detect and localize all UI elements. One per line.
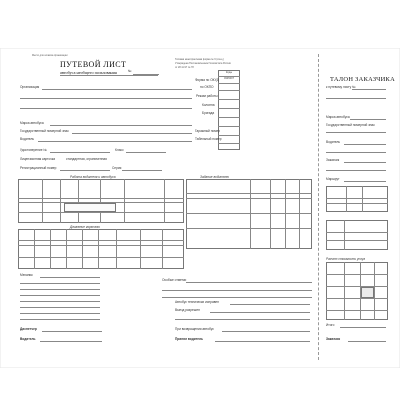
driver-label: Водитель xyxy=(20,137,35,141)
bus-check-label: Автобус технически исправен xyxy=(175,300,219,304)
stub-bus-label: Марка автобуса xyxy=(326,115,350,119)
stub-customer-sign-field[interactable] xyxy=(348,341,386,342)
brigade-label: Бригада xyxy=(202,111,215,115)
mode-label: Режим работы xyxy=(196,94,218,98)
exit-allowed-label: Выезд разрешен xyxy=(175,308,200,312)
dispatcher-label: Диспетчер xyxy=(20,327,37,331)
stub-calc-label: Расчет стоимости услуг xyxy=(326,257,366,261)
accepted-driver-label: Принял водитель xyxy=(175,337,204,341)
license-label: Удостоверение № xyxy=(20,148,47,152)
gov-number-field[interactable] xyxy=(72,133,192,134)
form-subtitle: автобуса необщего пользования xyxy=(60,70,117,75)
bus-brand-label: Марка автобуса xyxy=(20,121,44,125)
codes-label: Коды xyxy=(225,71,233,74)
driver-sign-field[interactable] xyxy=(40,341,102,342)
stub-total-label: Итого xyxy=(326,323,335,327)
stub-route-label: Маршрут xyxy=(326,177,340,181)
fuel-table xyxy=(18,229,184,269)
class-label: Класс xyxy=(115,148,124,152)
series-field[interactable] xyxy=(122,170,162,171)
series-label: Серия xyxy=(112,166,122,170)
return-label: При возвращении автобус xyxy=(175,327,214,331)
mechanic-label: Механик xyxy=(20,273,33,277)
approval-text-2: Утверждена Постановлением Госкомстата России xyxy=(175,62,231,65)
column-label: Колонна xyxy=(202,103,215,107)
special-notes-label: Особые отметки xyxy=(162,278,187,282)
perforation-line xyxy=(318,54,319,360)
dispatcher-sign-field[interactable] xyxy=(42,331,102,332)
stamp-placeholder: Место для штампа организации xyxy=(32,54,68,57)
reg-number-label: Регистрационный номер xyxy=(20,166,57,170)
section-fuel-title: Движение горючего xyxy=(70,225,100,229)
reg-number-field[interactable] xyxy=(60,170,110,171)
stub-customer-sign-label: Заказчик xyxy=(326,337,341,341)
stub-time-table xyxy=(326,186,388,212)
form-title: ПУТЕВОЙ ЛИСТ xyxy=(60,60,127,69)
stub-customer-label: Заказчик xyxy=(326,158,340,162)
driver-sign-label: Водитель xyxy=(20,337,36,341)
approval-text: Типовая межотраслевая форма № 6 (спец.) xyxy=(175,58,224,61)
okpo-label: по ОКПО xyxy=(200,85,214,89)
stub-sheet-field[interactable] xyxy=(352,89,386,90)
stub-driver-label: Водитель xyxy=(326,140,341,144)
okud-label: Форма по ОКУД xyxy=(195,78,219,82)
okud-value: 0345007 xyxy=(223,77,235,80)
waybill-sheet xyxy=(0,48,400,368)
org-field[interactable] xyxy=(42,89,192,90)
tab-label: Табельный номер xyxy=(195,137,222,141)
section-work-title: Работа водителя и автобуса xyxy=(70,175,116,179)
stub-km-table xyxy=(326,220,388,250)
bus-brand-field[interactable] xyxy=(50,125,192,126)
special-notes-field[interactable] xyxy=(186,282,312,283)
stub-sheet-label: к путевому листу № xyxy=(326,85,356,89)
license-options[interactable]: стандартная, ограниченная xyxy=(66,157,107,161)
stub-gov-label: Государственный номерной знак xyxy=(326,123,375,127)
task-table xyxy=(186,179,312,249)
stub-calc-table xyxy=(326,262,388,320)
license-field[interactable] xyxy=(50,152,110,153)
approval-text-3: от 28.11.97 № 78 xyxy=(175,66,194,69)
stub-title: ТАЛОН ЗАКАЗЧИКА xyxy=(330,76,396,83)
org-label: Организация xyxy=(20,85,40,89)
garage-label: Гаражный номер xyxy=(195,129,220,133)
gov-number-label: Государственный номерной знак xyxy=(20,129,69,133)
license-card-label: Лицензионная карточка xyxy=(20,157,56,161)
driver-field[interactable] xyxy=(38,141,192,142)
section-task-title: Задание водителю xyxy=(200,175,229,179)
class-field[interactable] xyxy=(126,152,166,153)
waybill-number-field[interactable] xyxy=(133,74,159,75)
waybill-number-label: № xyxy=(128,69,132,73)
